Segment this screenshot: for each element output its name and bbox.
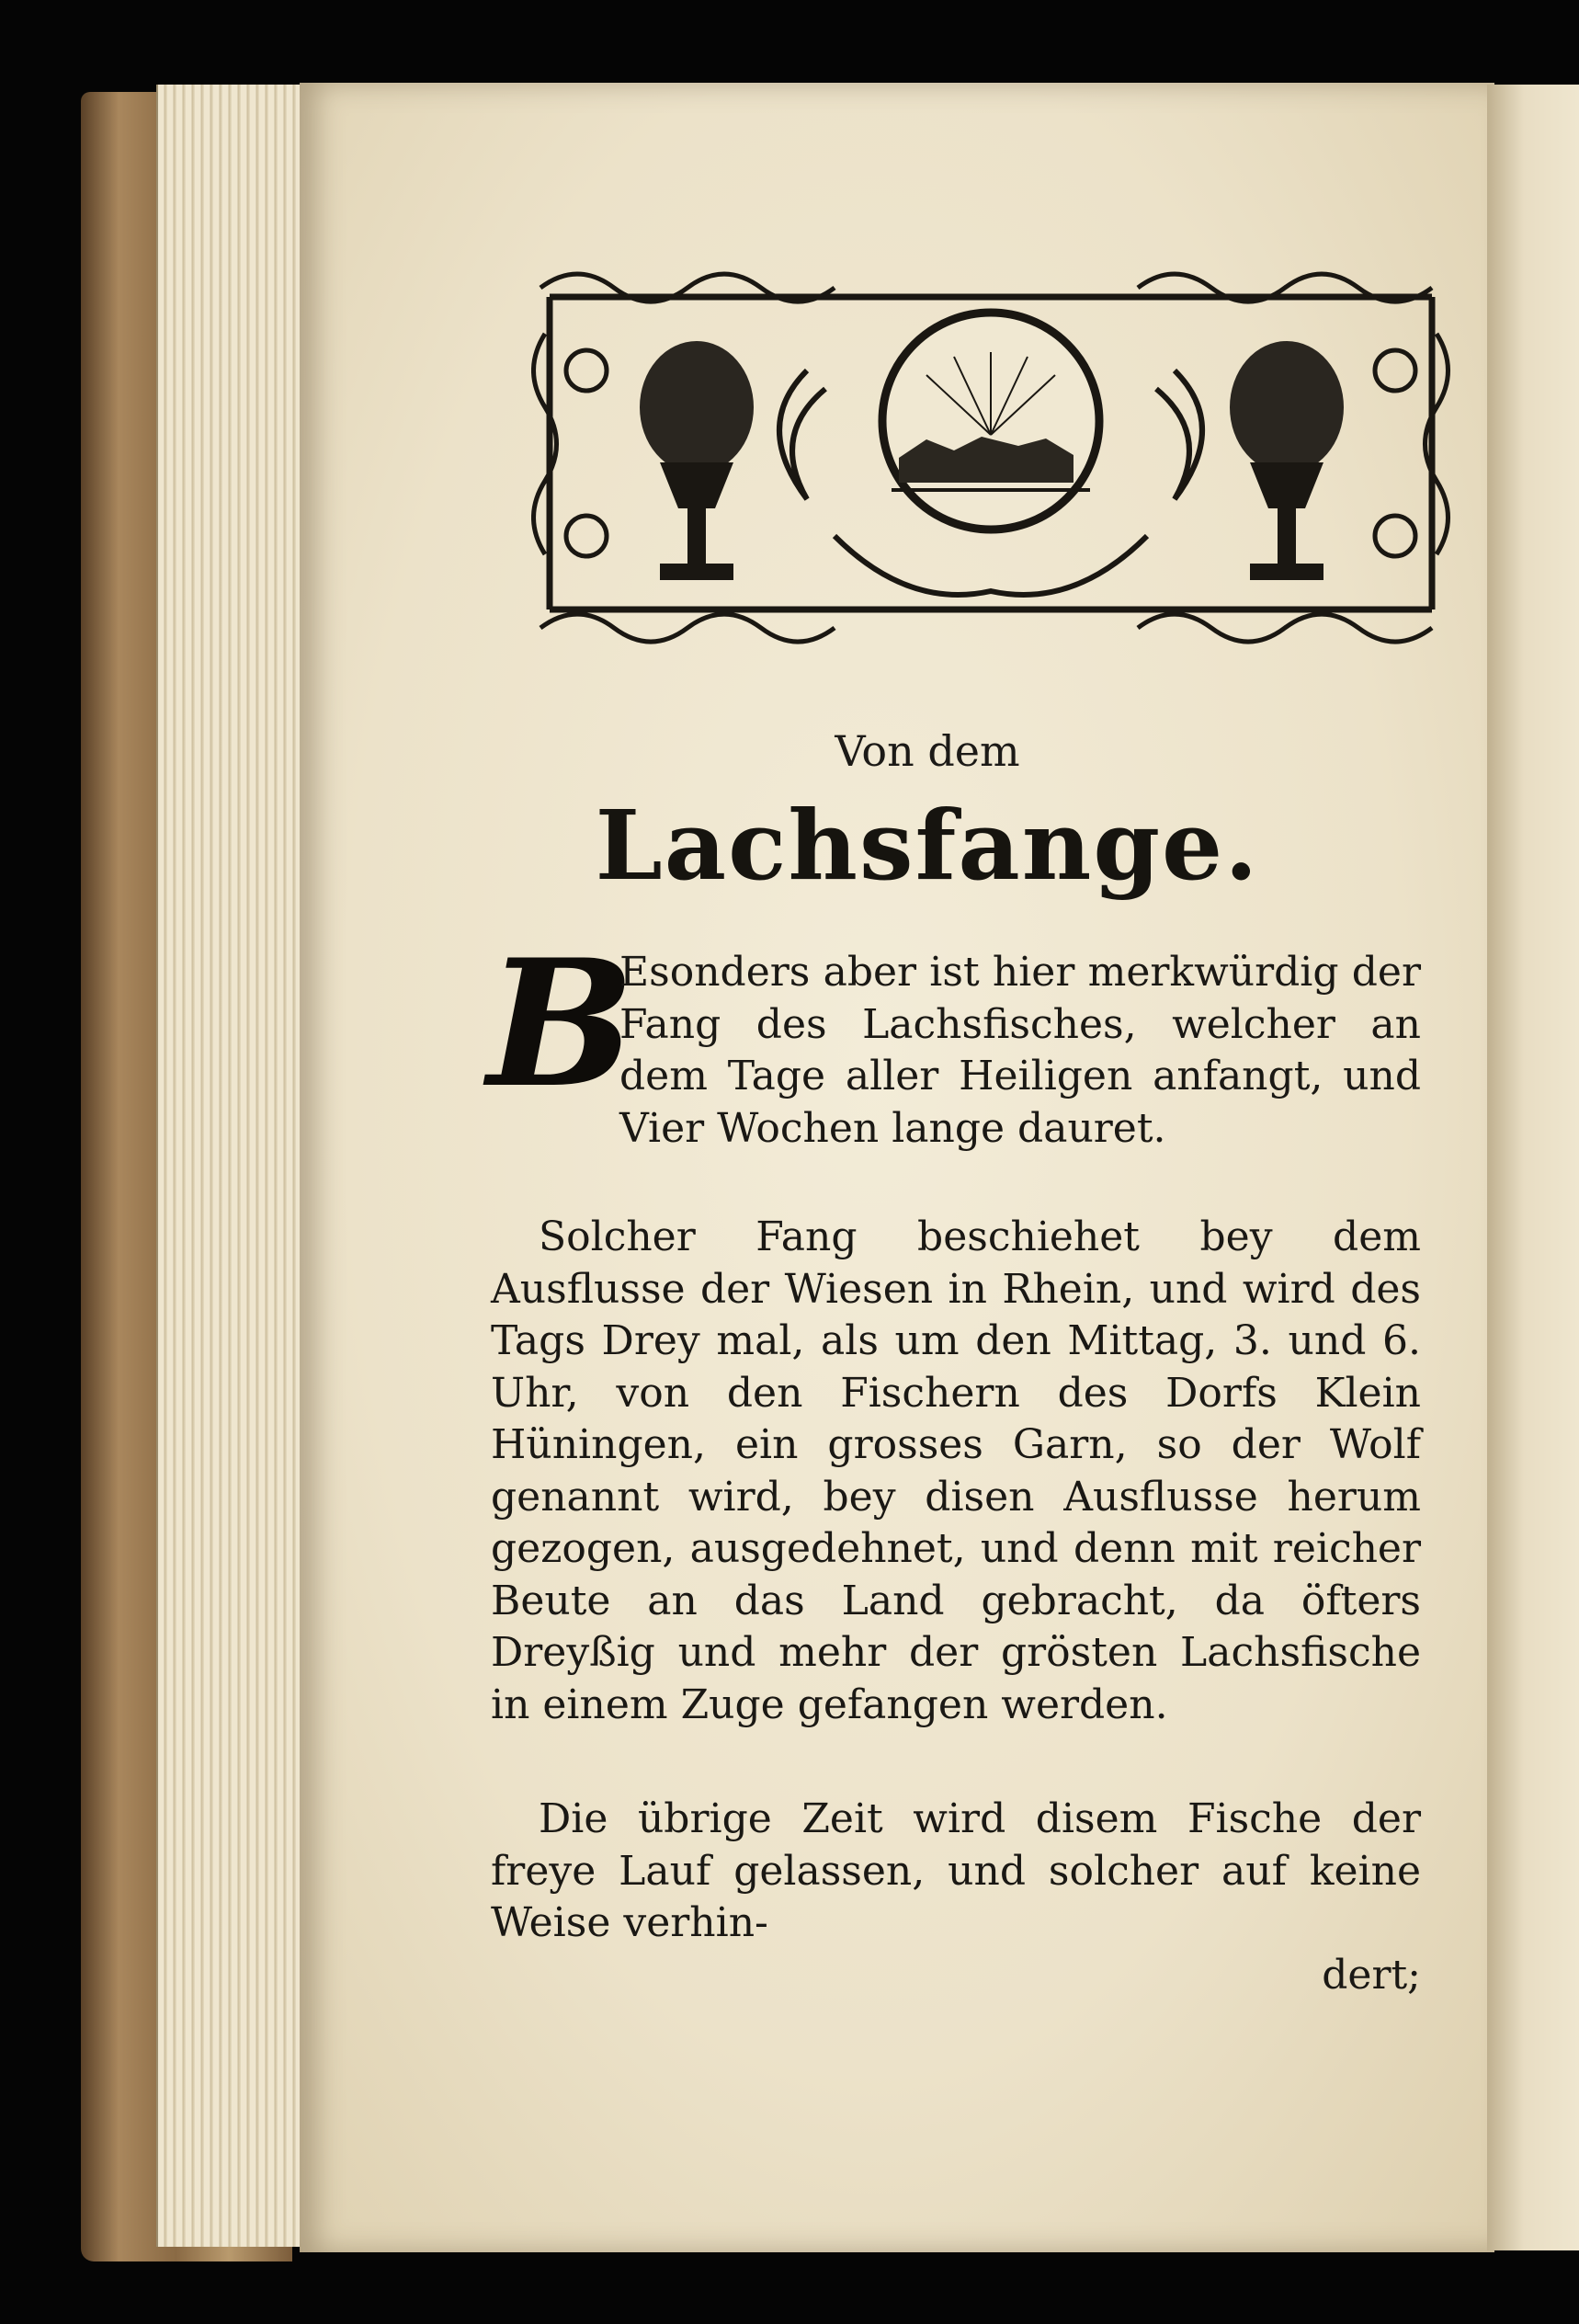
page-edges (156, 85, 314, 2247)
medallion-landscape (882, 313, 1099, 530)
facing-page-edge (1487, 85, 1579, 2250)
urn-left (640, 341, 754, 580)
paragraph-2: Solcher Fang beschiehet bey dem Ausflusse der Wiesen in Rhein, und wird des Tags Drey mal, als um den Mittag, 3. und 6. Uhr, von den Fischern des Dorfs Klein Hüningen, ein grosses Garn, so der Wolf genannt wird, bey disen Ausflusse herum gezogen, ausgedehnet, und denn mit reicher Beute an das Land gebracht, da öfters Dreyßig und mehr der grösten Lachsfische in einem Zuge gefangen werden. (491, 1213, 1421, 1728)
heading-prefix: Von dem (835, 726, 1020, 776)
catchword: dert; (1322, 1951, 1421, 1999)
body-text (487, 921, 1421, 2001)
page-title: Lachsfange. (595, 789, 1260, 902)
paragraph-1 (487, 921, 1421, 1155)
headpiece-ornament (531, 260, 1452, 646)
paragraph-1-text: Esonders aber ist hier merkwürdig der Fang des Lachsfisches, welcher an dem Tage aller Heiligen anfangt, und Vier Wochen lange dauret. (619, 949, 1421, 1152)
drop-cap: B (487, 921, 635, 1126)
paragraph-3: Die übrige Zeit wird disem Fische der freye Lauf gelassen, und solcher auf keine Weise verhin- (491, 1795, 1421, 1946)
urn-right (1230, 341, 1344, 580)
